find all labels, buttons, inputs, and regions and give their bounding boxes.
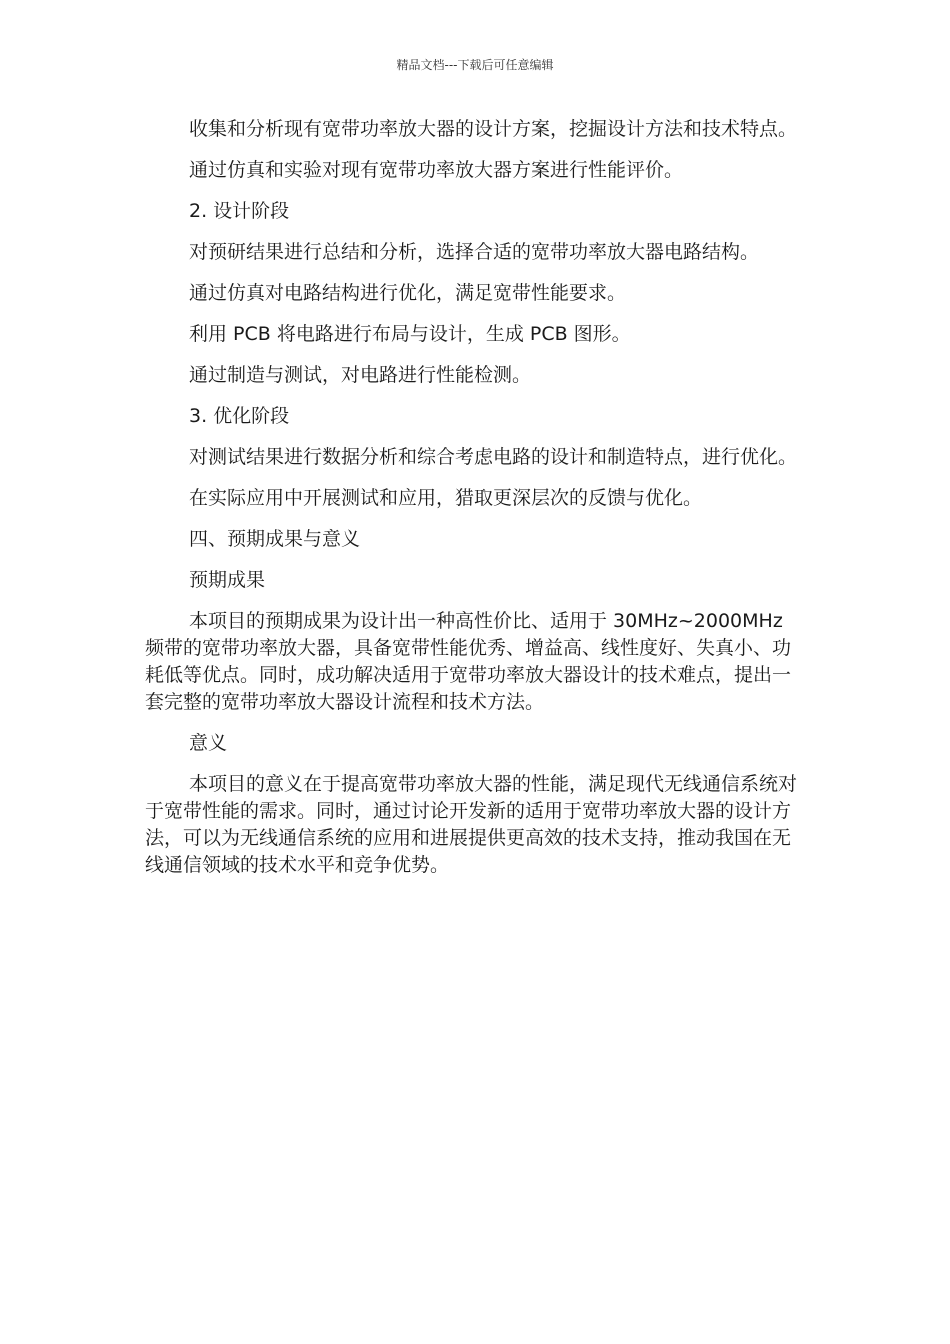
paragraph-test-data-analysis: 对测试结果进行数据分析和综合考虑电路的设计和制造特点，进行优化。 [189,446,798,468]
paragraph-summarize-results: 对预研结果进行总结和分析，选择合适的宽带功率放大器电路结构。 [189,241,760,263]
paragraph-simulation-evaluation: 通过仿真和实验对现有宽带功率放大器方案进行性能评价。 [189,159,684,181]
paragraph-significance: 本项目的意义在于提高宽带功率放大器的性能，满足现代无线通信系统对于宽带性能的需求。同时，通过讨论开发新的适用于宽带功率放大器的设计方法，可以为无线通信系统的应用和进展提供更高效的技术支持，推动我国在无线通信领域的技术水平和竞争优势。 [145,773,798,876]
paragraph-manufacture-test: 通过制造与测试，对电路进行性能检测。 [189,364,532,386]
paragraph-practical-application: 在实际应用中开展测试和应用，猎取更深层次的反馈与优化。 [189,487,703,509]
document-body [145,116,797,879]
section-heading-design-stage: 2. 设计阶段 [189,200,290,222]
paragraph-collect-analyze: 收集和分析现有宽带功率放大器的设计方案，挖掘设计方法和技术特点。 [189,118,798,140]
page-header: 精品文档---下载后可任意编辑 [396,58,554,72]
paragraph-expected-results: 本项目的预期成果为设计出一种高性价比、适用于 30MHz~2000MHz 频带的宽带功率放大器，具备宽带性能优秀、增益高、线性度好、失真小、功耗低等优点。同时，成功解决适用于宽带功率放大器设计的技术难点，提出一套完整的宽带功率放大器设计流程和技术方法。 [145,610,792,713]
section-heading-expected-results-significance: 四、预期成果与意义 [189,528,361,550]
section-heading-optimization-stage: 3. 优化阶段 [189,405,290,427]
paragraph-simulation-optimize: 通过仿真对电路结构进行优化，满足宽带性能要求。 [189,282,627,304]
subheading-expected-results: 预期成果 [189,569,266,591]
paragraph-pcb-layout: 利用 PCB 将电路进行布局与设计，生成 PCB 图形。 [189,323,631,345]
subheading-significance: 意义 [189,732,228,754]
